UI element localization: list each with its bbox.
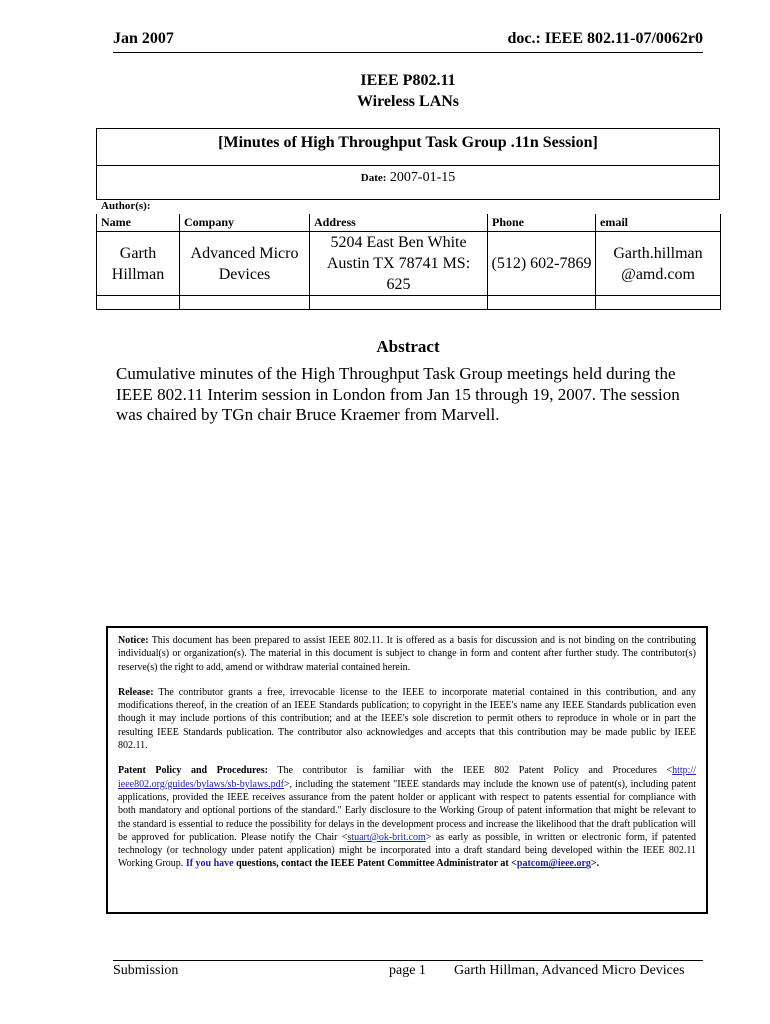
patent-contact-text: questions, contact the IEEE Patent Committee Administrator at < bbox=[236, 858, 517, 870]
document-title: [Minutes of High Throughput Task Group .11n Session] bbox=[218, 134, 598, 151]
date-label: Date: bbox=[360, 172, 387, 184]
notice-box bbox=[106, 626, 708, 914]
column-header: Address bbox=[310, 214, 488, 232]
release-paragraph bbox=[118, 686, 696, 752]
header-rule bbox=[113, 52, 703, 53]
patent-text-3: > as early as possible, in written or electronic form, if patented technology (or technology under patent application) might be incorporated into a draft standard being developed within the IEEE 802.11 Working Group. bbox=[118, 831, 696, 870]
patent-text-2: >, including the statement "IEEE standards may include the known use of patent(s), including patent applications, provided the IEEE receives assurance from the patent holder or applicant with respect to patents essential for compliance with both mandatory and optional portions of the standard." Early disclosure to the Working Group of patent information that might be relevant to the standard is essential to reduce the possibility for delays in the development process and increase the likelihood that the draft publication will be approved for publication. Please notify the Chair < bbox=[118, 778, 696, 843]
title-line-2: Wireless LANs bbox=[356, 93, 460, 110]
author-phone: (512) 602-7869 bbox=[488, 232, 596, 296]
header-date: Jan 2007 bbox=[113, 30, 174, 47]
author-email: Garth.hillman @amd.com bbox=[596, 232, 721, 296]
table-row bbox=[97, 232, 721, 296]
notice-paragraph bbox=[118, 634, 696, 674]
patent-contact-lead: If you have bbox=[185, 858, 234, 870]
patcom-email-link[interactable]: patcom@ieee.org bbox=[516, 858, 591, 870]
release-label: Release: bbox=[118, 686, 154, 698]
header-doc-id: doc.: IEEE 802.11-07/0062r0 bbox=[507, 30, 703, 47]
patent-end: >. bbox=[590, 858, 600, 870]
abstract-body: Cumulative minutes of the High Throughput Task Group meetings held during the IEEE 802.11 Interim session in London from Jan 15 through 19, 2007. The session was chaired by TGn chair Bruce Kraemer from Marvell. bbox=[116, 364, 680, 424]
patent-paragraph bbox=[118, 764, 696, 870]
footer-submission: Submission bbox=[113, 963, 179, 978]
column-header: Phone bbox=[488, 214, 596, 232]
column-header: Name bbox=[97, 214, 180, 232]
author-table bbox=[96, 214, 721, 310]
author-company: Advanced Micro Devices bbox=[180, 232, 310, 296]
chair-email-link[interactable]: stuart@ok-brit.com bbox=[347, 831, 426, 843]
document-title-box bbox=[96, 128, 720, 166]
abstract-heading: Abstract bbox=[376, 337, 440, 356]
footer-rule bbox=[113, 960, 703, 961]
notice-text: This document has been prepared to assist IEEE 802.11. It is offered as a basis for discussion and is not binding on the contributing individual(s) or organization(s). The material in this document is subject to change in form and content after further study. The contributor(s) reserve(s) the right to add, amend or withdraw material contained herein. bbox=[118, 635, 697, 673]
column-header: Company bbox=[180, 214, 310, 232]
column-header: email bbox=[596, 214, 721, 232]
bylaws-link[interactable]: http:// ieee802.org/guides/bylaws/sb-bylaws.pdf bbox=[118, 765, 697, 790]
patent-label: Patent Policy and Procedures: bbox=[118, 765, 268, 777]
author-name: Garth Hillman bbox=[97, 232, 180, 296]
footer-author: Garth Hillman, Advanced Micro Devices bbox=[454, 963, 685, 978]
patent-text-1: The contributor is familiar with the IEEE 802 Patent Policy and Procedures < bbox=[277, 765, 673, 777]
date-value: 2007-01-15 bbox=[389, 170, 456, 185]
author-table-header bbox=[97, 214, 721, 232]
release-text: The contributor grants a free, irrevocable license to the IEEE to incorporate material contained in this contribution, and any modifications thereof, in the creation of an IEEE Standards publication; to copyright in the IEEE's name any IEEE Standards publication even though it may include portions of this contribution; and at the IEEE's sole discretion to permit others to reproduce in whole or in part the resulting IEEE Standards publication. The contributor also acknowledges and accepts that this contribution may be made public by IEEE 802.11. bbox=[118, 686, 696, 752]
page-header bbox=[113, 30, 703, 52]
title-line-1: IEEE P802.11 bbox=[360, 72, 456, 89]
authors-label: Author(s): bbox=[101, 200, 151, 212]
date-box bbox=[96, 165, 720, 200]
table-row-empty bbox=[97, 296, 721, 310]
notice-label: Notice: bbox=[118, 635, 149, 646]
author-address: 5204 East Ben White Austin TX 78741 MS: 625 bbox=[310, 232, 488, 296]
footer-page-number: page 1 bbox=[389, 963, 426, 978]
